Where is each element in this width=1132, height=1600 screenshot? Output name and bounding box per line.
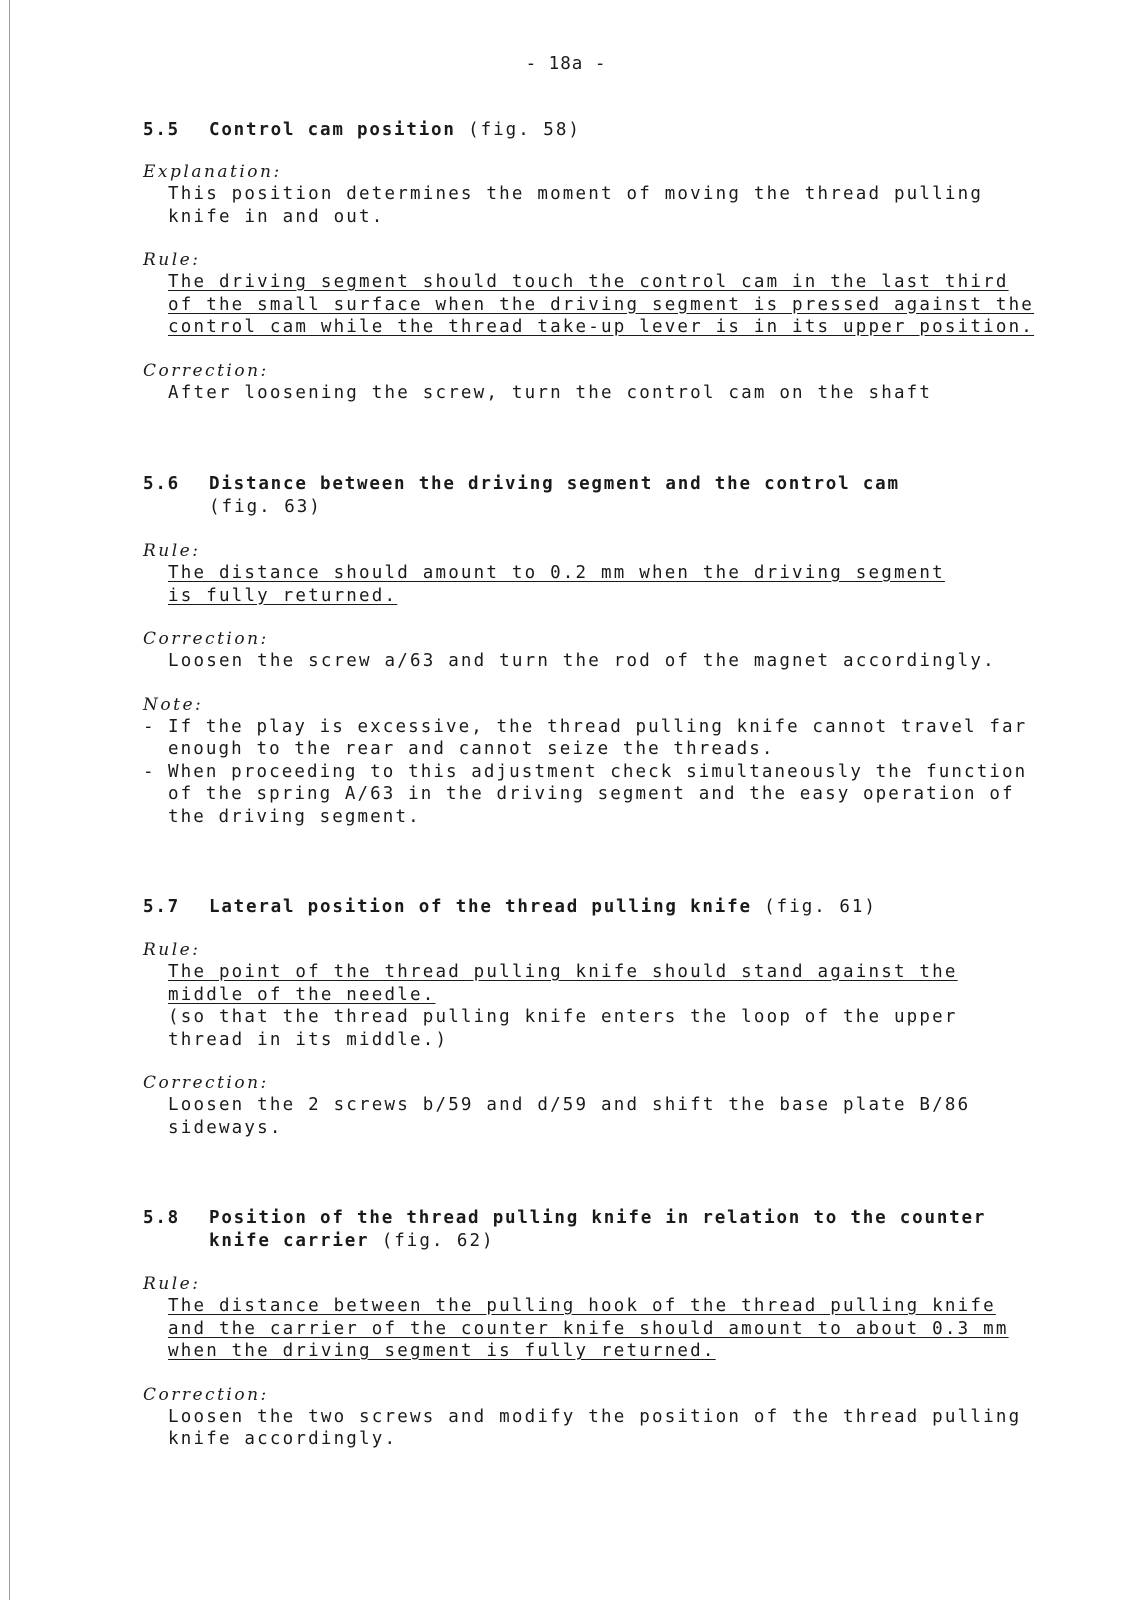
- explanation-label: Explanation:: [143, 162, 282, 182]
- correction-text: Loosen the 2 screws b/59 and d/59 and shift the base plate B/86 sideways.: [168, 1095, 971, 1138]
- correction-text: After loosening the screw, turn the control cam on the shaft: [168, 382, 933, 403]
- section-number: 5.8: [143, 1208, 181, 1228]
- section-5-6: [143, 473, 1103, 828]
- rule-text: The distance between the pulling hook of the thread pulling knife and the carrier of the counter knife should amount to about 0.3 mm when the driving segment is fully returned.: [168, 1296, 1009, 1361]
- binding-edge-line: [9, 0, 10, 1600]
- section-5-7: [143, 896, 1103, 1139]
- figure-reference: (fig. 58): [468, 120, 581, 140]
- note-item: - When proceeding to this adjustment check simultaneously the function of the spring A/63 in the driving segment and the easy operation of the driving segment.: [143, 761, 1103, 829]
- page-number: - 18a -: [525, 54, 607, 74]
- section-heading: [143, 119, 1103, 142]
- section-heading: [143, 473, 1103, 519]
- section-title: Position of the thread pulling knife in relation to the counter knife carrier: [209, 1208, 987, 1251]
- section-5-8: [143, 1207, 1103, 1451]
- section-number: 5.7: [143, 897, 181, 917]
- note-label: Note:: [143, 694, 204, 715]
- figure-reference: (fig. 63): [209, 497, 322, 517]
- rule-label: Rule:: [143, 1274, 201, 1294]
- explanation-text: This position determines the moment of moving the thread pulling knife in and out.: [168, 184, 984, 227]
- rule-text: The distance should amount to 0.2 mm when the driving segment is fully returned.: [168, 563, 945, 606]
- rule-extra-text: (so that the thread pulling knife enters the loop of the upper thread in its middle.): [168, 1007, 958, 1050]
- rule-text: The point of the thread pulling knife should stand against the middle of the needle.: [168, 962, 958, 1005]
- rule-label: Rule:: [143, 250, 201, 270]
- section-title: Lateral position of the thread pulling knife: [209, 897, 752, 917]
- correction-label: Correction:: [143, 360, 269, 381]
- section-5-5: [143, 119, 1103, 404]
- section-heading: [143, 1207, 1103, 1253]
- section-heading: [143, 896, 1103, 919]
- correction-text: Loosen the two screws and modify the position of the thread pulling knife accordingly.: [168, 1406, 1022, 1449]
- section-title: Control cam position: [209, 120, 456, 140]
- correction-text: Loosen the screw a/63 and turn the rod of the magnet accordingly.: [168, 651, 996, 671]
- rule-label: Rule:: [143, 541, 201, 561]
- correction-label: Correction:: [143, 1384, 269, 1405]
- section-number: 5.5: [143, 120, 181, 140]
- figure-reference: (fig. 62): [381, 1231, 495, 1251]
- rule-label: Rule:: [143, 940, 201, 960]
- section-number: 5.6: [143, 474, 181, 494]
- section-title: Distance between the driving segment and the control cam: [209, 474, 900, 494]
- note-item: - If the play is excessive, the thread pulling knife cannot travel far enough to the rear and cannot seize the threads.: [143, 716, 1103, 761]
- correction-label: Correction:: [143, 1073, 269, 1093]
- figure-reference: (fig. 61): [764, 897, 877, 917]
- correction-label: Correction:: [143, 629, 269, 649]
- note-list: [143, 716, 1103, 829]
- rule-text: The driving segment should touch the control cam in the last third of the small surface when the driving segment is pressed against the control cam while the thread take-up lever is in its upper position.: [168, 272, 1035, 337]
